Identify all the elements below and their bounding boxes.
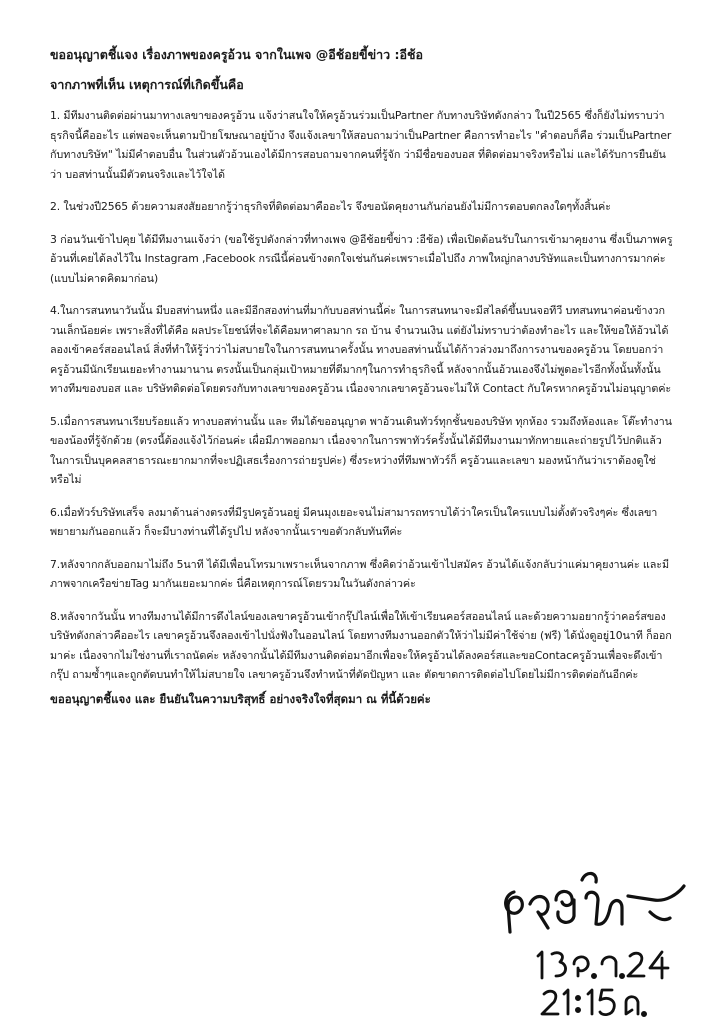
paragraph-8: 8.หลังจากวันนั้น ทางทีมงานได้มีการดึงไลน์ของเลขาครูอ้วนเข้ากรุ๊ปไลน์เพื่อให้เข้าเรียนคอร์สออนไลน์ และด้วยความอยากรู้ว่าคอร์สของบริษัทดังกล่าวคืออะไร เลขาครูอ้วนจึงลองเข้าไปนั่งฟังในออนไลน์ โดยทางทีมงานออกตัวให้ว่าไม่มีค่าใช้จ่าย (ฟรี) ได้นั่งดูอยู่10นาที ก็ออกมาค่ะ เนื่องจากไม่ใช่งานที่เราถนัดค่ะ หลังจากนั้นได้มีทีมงานติดต่อมาอีกเพื่อจะให้ครูอ้วนได้ลงคอร์สและขอContacครูอ้วนเพื่อจะดึงเข้ากรุ๊ป ถามซ้ำๆและถูกตัดบนทำให้ไม่สบายใจ เลขาครูอ้วนจึงทำหน้าที่ตัดปัญหา และ ตัดขาดการติดต่อไปโดยไม่มีการติดต่อกันอีกค่ะ xyxy=(50,609,672,681)
paragraph-3: 3 ก่อนวันเข้าไปคุย ได้มีทีมงานแจ้งว่า (ขอใช้รูปดังกล่าวที่ทางเพจ @อีช้อยขี้ข่าว :อีช้อ) เพื่อเปิดต้อนรับในการเข้ามาคุยงาน ซึ่งเป็นภาพครูอ้วนที่เคยได้ลงไว้ใน Instagram ,Facebook กรณีนี้ค่อนข้างตกใจเช่นกันค่ะเพราะเมื่อไปถึง ภาพใหญ่กลางบริษัทและเป็นทางการมากค่ะ (แบบไม่คาดคิดมาก่อน) xyxy=(50,232,673,285)
paragraph-4: 4.ในการสนทนาวันนั้น มีบอสท่านหนึ่ง และมีอีกสองท่านที่มากับบอสท่านนี้ค่ะ ในการสนทนาจะมีสไลด์ขึ้นบนจอทีวี บทสนทนาค่อนข้างวกวนเล็กน้อยค่ะ เพราะสิ่งที่ได้คือ ผลประโยชน์ที่จะได้คือมหาศาลมาก รถ บ้าน จำนวนเงิน แต่ยังไม่ทราบว่าต้องทำอะไร และให้ขอให้อ้วนได้ลองเข้าคอร์สออนไลน์ สิ่งที่ทำให้รู้ว่าว่าไม่สบายใจในการสนทนาครั้งนั้น ทางบอสท่านนั้นได้ก้าวล่วงมาถึงการงานของครูอ้วน โดยบอกว่าครูอ้วนมีนักเรียนเยอะทำงานมานาน ตรงนั้นเป็นกลุ่มเป้าหมายที่ดีมากๆในการทำธุรกิจนี้ หลังจากนั้นอ้วนเองจึงไม่พูดอะไรอีกทั้งนั้นทั้งนั้น ทางทีมของบอส และ บริษัทติดต่อโดยตรงกับทางเลขาของครูอ้วน เนื่องจากเลขาครูอ้วนจะไม่ให้ Contact กับใครหากครูอ้วนไม่อนุญาตค่ะ xyxy=(50,304,672,395)
document-title: ขออนุญาตชี้แจง เรื่องภาพของครูอ้วน จากในเพจ @อีช้อยขี้ข่าว :อีช้อ xyxy=(50,47,424,62)
document-subtitle: จากภาพที่เห็น เหตุการณ์ที่เกิดขึ้นคือ xyxy=(50,77,244,92)
paragraph-2: 2. ในช่วงปี2565 ด้วยความสงสัยอยากรู้ว่าธุรกิจที่ติดต่อมาคืออะไร จึงขอนัดคุยงานกันก่อนยังไม่มีการตอบตกลงใดๆทั้งสิ้นค่ะ xyxy=(50,200,611,213)
paragraph-1: 1. มีทีมงานติดต่อผ่านมาทางเลขาของครูอ้วน แจ้งว่าสนใจให้ครูอ้วนร่วมเป็นPartner กับทางบริษัทดังกล่าว ในปี2565 ซึ่งก็ยังไม่ทราบว่าธุรกิจนี้คืออะไร แต่พอจะเห็นตามป้ายโฆษณาอยู่บ้าง จึงแจ้งเลขาให้สอบถามว่าเป็นPartner คือการทำอะไร "คำตอบก็คือ ร่วมเป็นPartner กับทางบริษัท" ไม่มีคำตอบอื่น ในส่วนตัวอ้วนเองได้มีการสอบถามจากคนที่รู้จัก ว่ามีชื่อของบอส ที่ติดต่อมาจริงหรือไม่ และได้รับการยืนยันว่า บอสท่านนั้นมีตัวตนจริงและไว้ใจได้ xyxy=(50,109,672,181)
closing-statement: ขออนุญาตชี้แจง และ ยืนยันในความบริสุทธิ์ อย่างจริงใจที่สุดมา ณ ที่นี้ด้วยค่ะ xyxy=(50,691,431,706)
handwritten-signature xyxy=(490,852,700,1022)
paragraph-6: 6.เมื่อทัวร์บริษัทเสร็จ ลงมาด้านล่างตรงที่มีรูปครูอ้วนอยู่ มีคนมุงเยอะจนไม่สามารถทราบได้ว่าใครเป็นใครแบบไม่ตั้งตัวจริงๆค่ะ ซึ่งเลขาพยายามกันออกแล้ว ก็จะมีบางท่านที่ได้รูปไป หลังจากนั้นเราขอตัวกลับทันทีค่ะ xyxy=(50,505,658,538)
signature-drawing xyxy=(490,852,700,1022)
paragraph-5: 5.เมื่อการสนทนาเรียบร้อยแล้ว ทางบอสท่านนั้น และ ทีมได้ขออนุญาต พาอ้วนเดินทัวร์ทุกชั้นของบริษัท ทุกห้อง รวมถึงห้องและ โต๊ะทำงานของน้องที่รู้จักด้วย (ตรงนี้ต้องแจ้งไว้ก่อนค่ะ เผื่อมีภาพออกมา เนื่องจากในการพาทัวร์ครั้งนั้นได้มีทีมงานมาทักทายและถ่ายรูปไว้ปกติแล้วในการเป็นบุคคลสาธารณะยากมากที่จะปฏิเสธเรื่องการถ่ายรูปค่ะ) ซึ่งระหว่างที่ทีมพาทัวร์ก็ ครูอ้วนและเลขา มองหน้ากันว่าเราต้องดูใช่หรือไม่ xyxy=(50,414,672,486)
paragraph-7: 7.หลังจากกลับออกมาไม่ถึง 5นาที ได้มีเพื่อนโทรมาเพราะเห็นจากภาพ ซึ่งคิดว่าอ้วนเข้าไปสมัคร อ้วนได้แจ้งกลับว่าแค่มาคุยงานค่ะ และมีภาพจากเครือข่ายTag มากันเยอะมากค่ะ นี่คือเหตุการณ์โดยรวมในวันดังกล่าวค่ะ xyxy=(50,557,670,590)
